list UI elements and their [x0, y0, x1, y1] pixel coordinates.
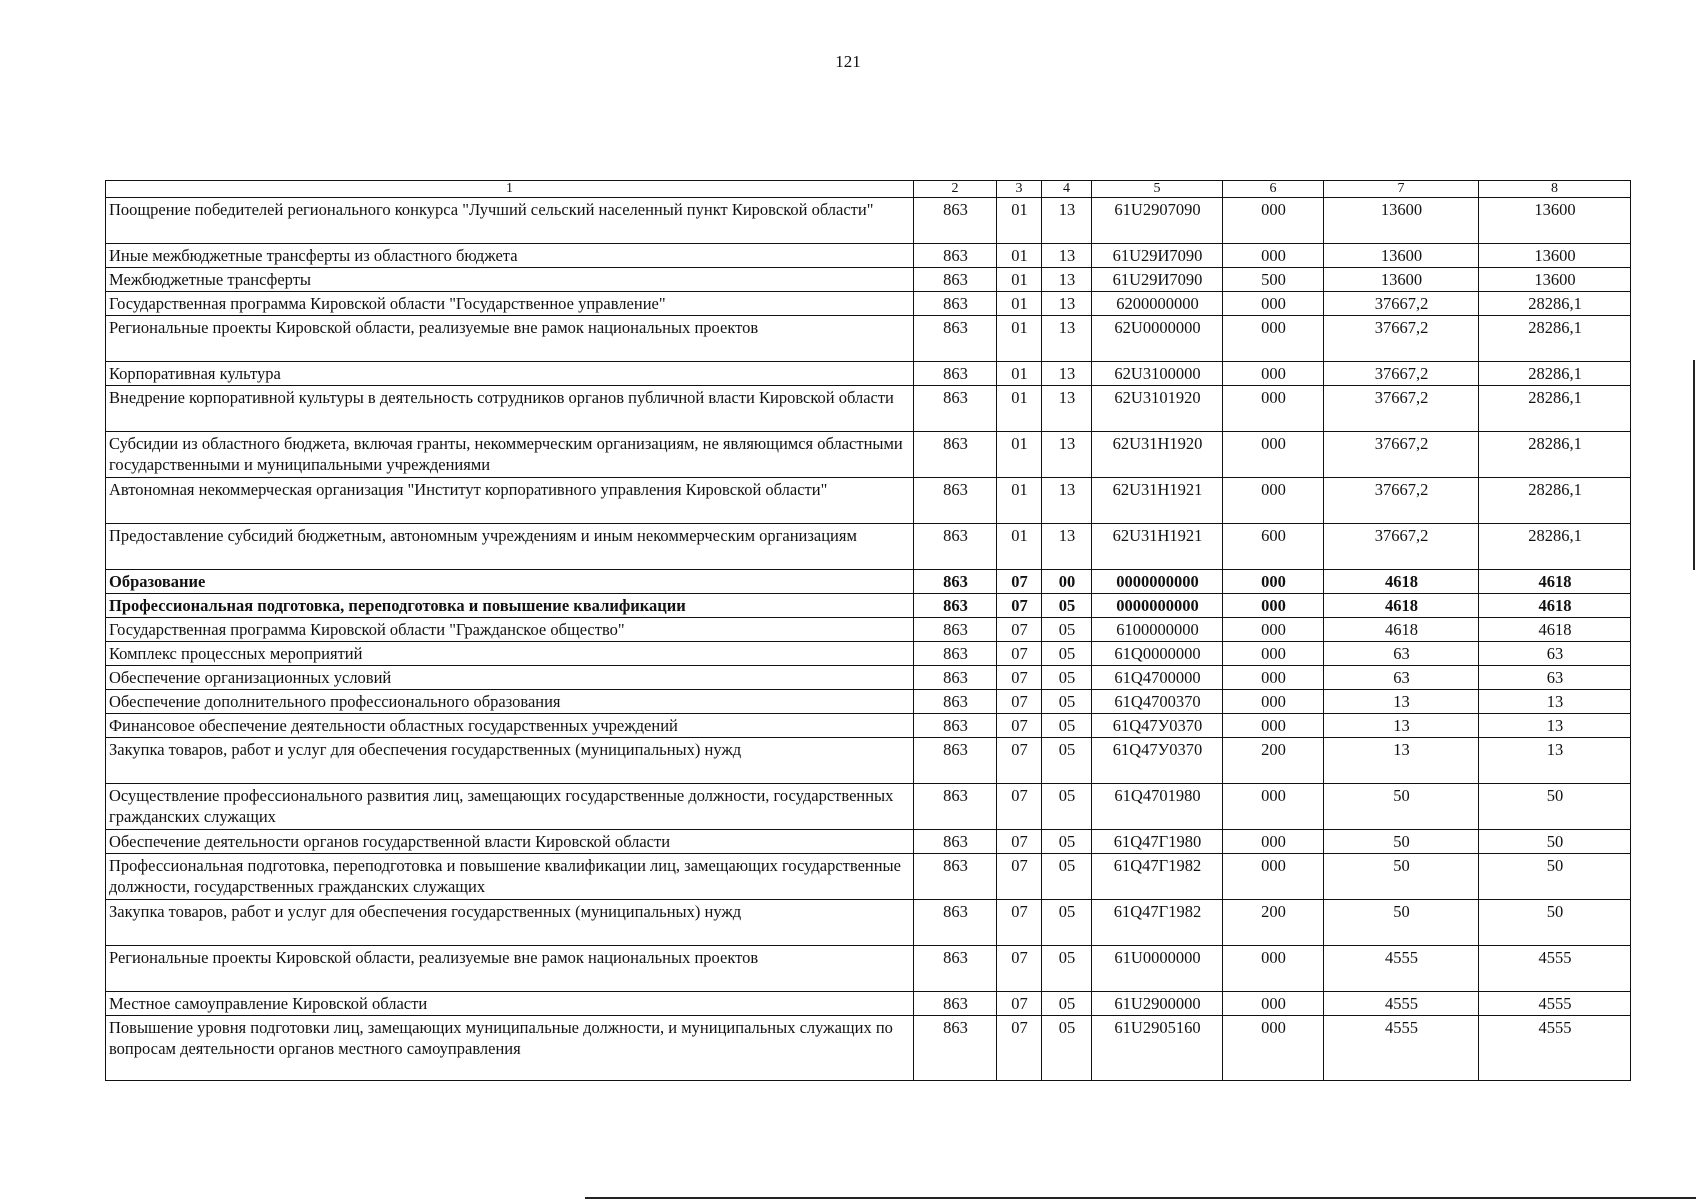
amount-2025-cell: 13600 [1324, 268, 1479, 292]
section-cell: 07 [997, 1016, 1042, 1081]
target-article-cell: 6100000000 [1092, 618, 1223, 642]
code-863-cell: 863 [914, 618, 997, 642]
section-cell: 07 [997, 992, 1042, 1016]
code-863-cell: 863 [914, 1016, 997, 1081]
amount-2026-cell: 63 [1479, 642, 1631, 666]
code-863-cell: 863 [914, 642, 997, 666]
target-article-cell: 61U2900000 [1092, 992, 1223, 1016]
table-header-row [106, 181, 1631, 198]
table-row [106, 714, 1631, 738]
expense-type-cell: 000 [1223, 854, 1324, 900]
column-header: 4 [1042, 181, 1092, 198]
row-name-cell: Поощрение победителей регионального конкурса "Лучший сельский населенный пункт Кировской области" [106, 198, 914, 244]
amount-2025-cell: 4555 [1324, 946, 1479, 992]
amount-2026-cell: 63 [1479, 666, 1631, 690]
amount-2025-cell: 37667,2 [1324, 292, 1479, 316]
section-cell: 01 [997, 198, 1042, 244]
subsection-cell: 05 [1042, 784, 1092, 830]
section-cell: 07 [997, 900, 1042, 946]
table-row [106, 316, 1631, 362]
expense-type-cell: 200 [1223, 738, 1324, 784]
expense-type-cell: 000 [1223, 784, 1324, 830]
target-article-cell: 61U2907090 [1092, 198, 1223, 244]
expense-type-cell: 000 [1223, 714, 1324, 738]
subsection-cell: 05 [1042, 900, 1092, 946]
code-863-cell: 863 [914, 784, 997, 830]
subsection-cell: 05 [1042, 642, 1092, 666]
scan-edge-line [1693, 360, 1695, 570]
amount-2025-cell: 37667,2 [1324, 432, 1479, 478]
scan-bottom-line [585, 1197, 1696, 1199]
row-name-cell: Автономная некоммерческая организация "Институт корпоративного управления Кировской области" [106, 478, 914, 524]
section-cell: 01 [997, 316, 1042, 362]
amount-2026-cell: 4618 [1479, 570, 1631, 594]
table-row [106, 386, 1631, 432]
amount-2026-cell: 4555 [1479, 1016, 1631, 1081]
amount-2026-cell: 28286,1 [1479, 292, 1631, 316]
target-article-cell: 62U31H1921 [1092, 478, 1223, 524]
expense-type-cell: 000 [1223, 432, 1324, 478]
amount-2025-cell: 13600 [1324, 198, 1479, 244]
column-header: 3 [997, 181, 1042, 198]
target-article-cell: 61Q47У0370 [1092, 738, 1223, 784]
column-header: 6 [1223, 181, 1324, 198]
code-863-cell: 863 [914, 830, 997, 854]
target-article-cell: 61Q4701980 [1092, 784, 1223, 830]
target-article-cell: 61U2905160 [1092, 1016, 1223, 1081]
section-cell: 07 [997, 594, 1042, 618]
row-name-cell: Осуществление профессионального развития лиц, замещающих государственные должности, государственных гражданских служащих [106, 784, 914, 830]
section-cell: 01 [997, 524, 1042, 570]
target-article-cell: 0000000000 [1092, 570, 1223, 594]
expense-type-cell: 000 [1223, 946, 1324, 992]
table-row [106, 738, 1631, 784]
table-row [106, 268, 1631, 292]
expense-type-cell: 000 [1223, 1016, 1324, 1081]
amount-2025-cell: 4555 [1324, 1016, 1479, 1081]
target-article-cell: 61Q4700000 [1092, 666, 1223, 690]
amount-2025-cell: 63 [1324, 642, 1479, 666]
expense-type-cell: 000 [1223, 244, 1324, 268]
column-header: 7 [1324, 181, 1479, 198]
row-name-cell: Закупка товаров, работ и услуг для обеспечения государственных (муниципальных) нужд [106, 900, 914, 946]
target-article-cell: 61U29И7090 [1092, 244, 1223, 268]
section-cell: 07 [997, 690, 1042, 714]
code-863-cell: 863 [914, 432, 997, 478]
subsection-cell: 05 [1042, 690, 1092, 714]
subsection-cell: 13 [1042, 268, 1092, 292]
amount-2025-cell: 13 [1324, 714, 1479, 738]
expense-type-cell: 000 [1223, 690, 1324, 714]
subsection-cell: 05 [1042, 594, 1092, 618]
expense-type-cell: 000 [1223, 642, 1324, 666]
expense-type-cell: 000 [1223, 362, 1324, 386]
subsection-cell: 13 [1042, 244, 1092, 268]
page-number: 121 [835, 52, 861, 71]
code-863-cell: 863 [914, 478, 997, 524]
code-863-cell: 863 [914, 316, 997, 362]
column-header: 2 [914, 181, 997, 198]
subsection-cell: 00 [1042, 570, 1092, 594]
target-article-cell: 62U0000000 [1092, 316, 1223, 362]
amount-2025-cell: 4618 [1324, 570, 1479, 594]
table-row [106, 784, 1631, 830]
subsection-cell: 13 [1042, 292, 1092, 316]
subsection-cell: 13 [1042, 386, 1092, 432]
table-row [106, 690, 1631, 714]
amount-2025-cell: 4618 [1324, 618, 1479, 642]
amount-2026-cell: 13600 [1479, 244, 1631, 268]
amount-2026-cell: 13 [1479, 690, 1631, 714]
target-article-cell: 0000000000 [1092, 594, 1223, 618]
target-article-cell: 61U0000000 [1092, 946, 1223, 992]
amount-2026-cell: 13600 [1479, 198, 1631, 244]
row-name-cell: Региональные проекты Кировской области, реализуемые вне рамок национальных проектов [106, 316, 914, 362]
row-name-cell: Образование [106, 570, 914, 594]
amount-2026-cell: 4618 [1479, 594, 1631, 618]
row-name-cell: Иные межбюджетные трансферты из областного бюджета [106, 244, 914, 268]
subsection-cell: 05 [1042, 946, 1092, 992]
row-name-cell: Межбюджетные трансферты [106, 268, 914, 292]
amount-2025-cell: 13600 [1324, 244, 1479, 268]
row-name-cell: Обеспечение организационных условий [106, 666, 914, 690]
table-row [106, 854, 1631, 900]
row-name-cell: Закупка товаров, работ и услуг для обеспечения государственных (муниципальных) нужд [106, 738, 914, 784]
subsection-cell: 05 [1042, 1016, 1092, 1081]
table-row [106, 666, 1631, 690]
table-row [106, 362, 1631, 386]
budget-table [105, 180, 1631, 1081]
target-article-cell: 62U31H1921 [1092, 524, 1223, 570]
table-row [106, 642, 1631, 666]
expense-type-cell: 000 [1223, 666, 1324, 690]
amount-2026-cell: 28286,1 [1479, 316, 1631, 362]
table-row [106, 244, 1631, 268]
section-cell: 07 [997, 784, 1042, 830]
table-row [106, 1016, 1631, 1081]
amount-2025-cell: 13 [1324, 738, 1479, 784]
column-header: 5 [1092, 181, 1223, 198]
subsection-cell: 13 [1042, 432, 1092, 478]
subsection-cell: 05 [1042, 830, 1092, 854]
code-863-cell: 863 [914, 738, 997, 784]
section-cell: 07 [997, 642, 1042, 666]
amount-2026-cell: 13600 [1479, 268, 1631, 292]
amount-2026-cell: 50 [1479, 900, 1631, 946]
code-863-cell: 863 [914, 362, 997, 386]
code-863-cell: 863 [914, 594, 997, 618]
row-name-cell: Повышение уровня подготовки лиц, замещающих муниципальные должности, и муниципальных служащих по вопросам деятельности органов местного самоуправления [106, 1016, 914, 1081]
amount-2025-cell: 50 [1324, 784, 1479, 830]
amount-2025-cell: 50 [1324, 830, 1479, 854]
expense-type-cell: 000 [1223, 292, 1324, 316]
amount-2026-cell: 28286,1 [1479, 478, 1631, 524]
section-cell: 07 [997, 946, 1042, 992]
amount-2025-cell: 4618 [1324, 594, 1479, 618]
subsection-cell: 13 [1042, 524, 1092, 570]
amount-2025-cell: 37667,2 [1324, 524, 1479, 570]
table-row [106, 198, 1631, 244]
code-863-cell: 863 [914, 292, 997, 316]
code-863-cell: 863 [914, 900, 997, 946]
amount-2025-cell: 37667,2 [1324, 386, 1479, 432]
expense-type-cell: 200 [1223, 900, 1324, 946]
section-cell: 07 [997, 618, 1042, 642]
row-name-cell: Внедрение корпоративной культуры в деятельность сотрудников органов публичной власти Кировской области [106, 386, 914, 432]
column-header: 1 [106, 181, 914, 198]
code-863-cell: 863 [914, 666, 997, 690]
target-article-cell: 61Q0000000 [1092, 642, 1223, 666]
amount-2026-cell: 28286,1 [1479, 386, 1631, 432]
amount-2025-cell: 37667,2 [1324, 316, 1479, 362]
table-row [106, 570, 1631, 594]
table-row [106, 618, 1631, 642]
amount-2026-cell: 28286,1 [1479, 362, 1631, 386]
table-row [106, 594, 1631, 618]
expense-type-cell: 000 [1223, 594, 1324, 618]
section-cell: 07 [997, 570, 1042, 594]
section-cell: 01 [997, 268, 1042, 292]
table-row [106, 478, 1631, 524]
code-863-cell: 863 [914, 992, 997, 1016]
amount-2026-cell: 28286,1 [1479, 524, 1631, 570]
code-863-cell: 863 [914, 524, 997, 570]
expense-type-cell: 000 [1223, 386, 1324, 432]
table-row [106, 830, 1631, 854]
expense-type-cell: 000 [1223, 992, 1324, 1016]
row-name-cell: Профессиональная подготовка, переподготовка и повышение квалификации лиц, замещающих государственные должности, государственных гражданских служащих [106, 854, 914, 900]
target-article-cell: 61Q4700370 [1092, 690, 1223, 714]
code-863-cell: 863 [914, 386, 997, 432]
code-863-cell: 863 [914, 198, 997, 244]
row-name-cell: Государственная программа Кировской области "Государственное управление" [106, 292, 914, 316]
amount-2025-cell: 50 [1324, 900, 1479, 946]
amount-2026-cell: 50 [1479, 854, 1631, 900]
table-row [106, 432, 1631, 478]
subsection-cell: 05 [1042, 992, 1092, 1016]
code-863-cell: 863 [914, 946, 997, 992]
expense-type-cell: 500 [1223, 268, 1324, 292]
target-article-cell: 62U3100000 [1092, 362, 1223, 386]
amount-2025-cell: 63 [1324, 666, 1479, 690]
row-name-cell: Предоставление субсидий бюджетным, автономным учреждениям и иным некоммерческим организациям [106, 524, 914, 570]
amount-2026-cell: 50 [1479, 830, 1631, 854]
section-cell: 07 [997, 738, 1042, 784]
subsection-cell: 05 [1042, 666, 1092, 690]
column-header: 8 [1479, 181, 1631, 198]
amount-2026-cell: 4618 [1479, 618, 1631, 642]
subsection-cell: 13 [1042, 198, 1092, 244]
amount-2026-cell: 50 [1479, 784, 1631, 830]
subsection-cell: 05 [1042, 738, 1092, 784]
expense-type-cell: 000 [1223, 198, 1324, 244]
expense-type-cell: 000 [1223, 478, 1324, 524]
code-863-cell: 863 [914, 690, 997, 714]
code-863-cell: 863 [914, 714, 997, 738]
row-name-cell: Региональные проекты Кировской области, реализуемые вне рамок национальных проектов [106, 946, 914, 992]
row-name-cell: Корпоративная культура [106, 362, 914, 386]
section-cell: 07 [997, 714, 1042, 738]
amount-2026-cell: 4555 [1479, 992, 1631, 1016]
amount-2026-cell: 13 [1479, 738, 1631, 784]
section-cell: 07 [997, 830, 1042, 854]
subsection-cell: 05 [1042, 714, 1092, 738]
section-cell: 07 [997, 854, 1042, 900]
subsection-cell: 05 [1042, 854, 1092, 900]
section-cell: 01 [997, 362, 1042, 386]
target-article-cell: 61Q47Г1982 [1092, 854, 1223, 900]
section-cell: 07 [997, 666, 1042, 690]
row-name-cell: Субсидии из областного бюджета, включая гранты, некоммерческим организациям, не являющимся областными государственными и муниципальными учреждениями [106, 432, 914, 478]
code-863-cell: 863 [914, 268, 997, 292]
table-row [106, 292, 1631, 316]
amount-2026-cell: 28286,1 [1479, 432, 1631, 478]
amount-2025-cell: 13 [1324, 690, 1479, 714]
table-row [106, 900, 1631, 946]
subsection-cell: 13 [1042, 478, 1092, 524]
expense-type-cell: 600 [1223, 524, 1324, 570]
table-row [106, 524, 1631, 570]
amount-2025-cell: 37667,2 [1324, 478, 1479, 524]
amount-2025-cell: 50 [1324, 854, 1479, 900]
row-name-cell: Местное самоуправление Кировской области [106, 992, 914, 1016]
amount-2025-cell: 37667,2 [1324, 362, 1479, 386]
row-name-cell: Комплекс процессных мероприятий [106, 642, 914, 666]
subsection-cell: 13 [1042, 362, 1092, 386]
row-name-cell: Обеспечение деятельности органов государственной власти Кировской области [106, 830, 914, 854]
target-article-cell: 6200000000 [1092, 292, 1223, 316]
amount-2026-cell: 13 [1479, 714, 1631, 738]
expense-type-cell: 000 [1223, 316, 1324, 362]
table-row [106, 992, 1631, 1016]
section-cell: 01 [997, 432, 1042, 478]
section-cell: 01 [997, 478, 1042, 524]
target-article-cell: 61Q47У0370 [1092, 714, 1223, 738]
section-cell: 01 [997, 386, 1042, 432]
expense-type-cell: 000 [1223, 618, 1324, 642]
row-name-cell: Профессиональная подготовка, переподготовка и повышение квалификации [106, 594, 914, 618]
target-article-cell: 61Q47Г1980 [1092, 830, 1223, 854]
target-article-cell: 61Q47Г1982 [1092, 900, 1223, 946]
section-cell: 01 [997, 292, 1042, 316]
target-article-cell: 61U29И7090 [1092, 268, 1223, 292]
section-cell: 01 [997, 244, 1042, 268]
code-863-cell: 863 [914, 570, 997, 594]
table-row [106, 946, 1631, 992]
expense-type-cell: 000 [1223, 570, 1324, 594]
row-name-cell: Финансовое обеспечение деятельности областных государственных учреждений [106, 714, 914, 738]
target-article-cell: 62U31H1920 [1092, 432, 1223, 478]
subsection-cell: 13 [1042, 316, 1092, 362]
amount-2026-cell: 4555 [1479, 946, 1631, 992]
subsection-cell: 05 [1042, 618, 1092, 642]
code-863-cell: 863 [914, 854, 997, 900]
code-863-cell: 863 [914, 244, 997, 268]
expense-type-cell: 000 [1223, 830, 1324, 854]
target-article-cell: 62U3101920 [1092, 386, 1223, 432]
row-name-cell: Обеспечение дополнительного профессионального образования [106, 690, 914, 714]
amount-2025-cell: 4555 [1324, 992, 1479, 1016]
row-name-cell: Государственная программа Кировской области "Гражданское общество" [106, 618, 914, 642]
